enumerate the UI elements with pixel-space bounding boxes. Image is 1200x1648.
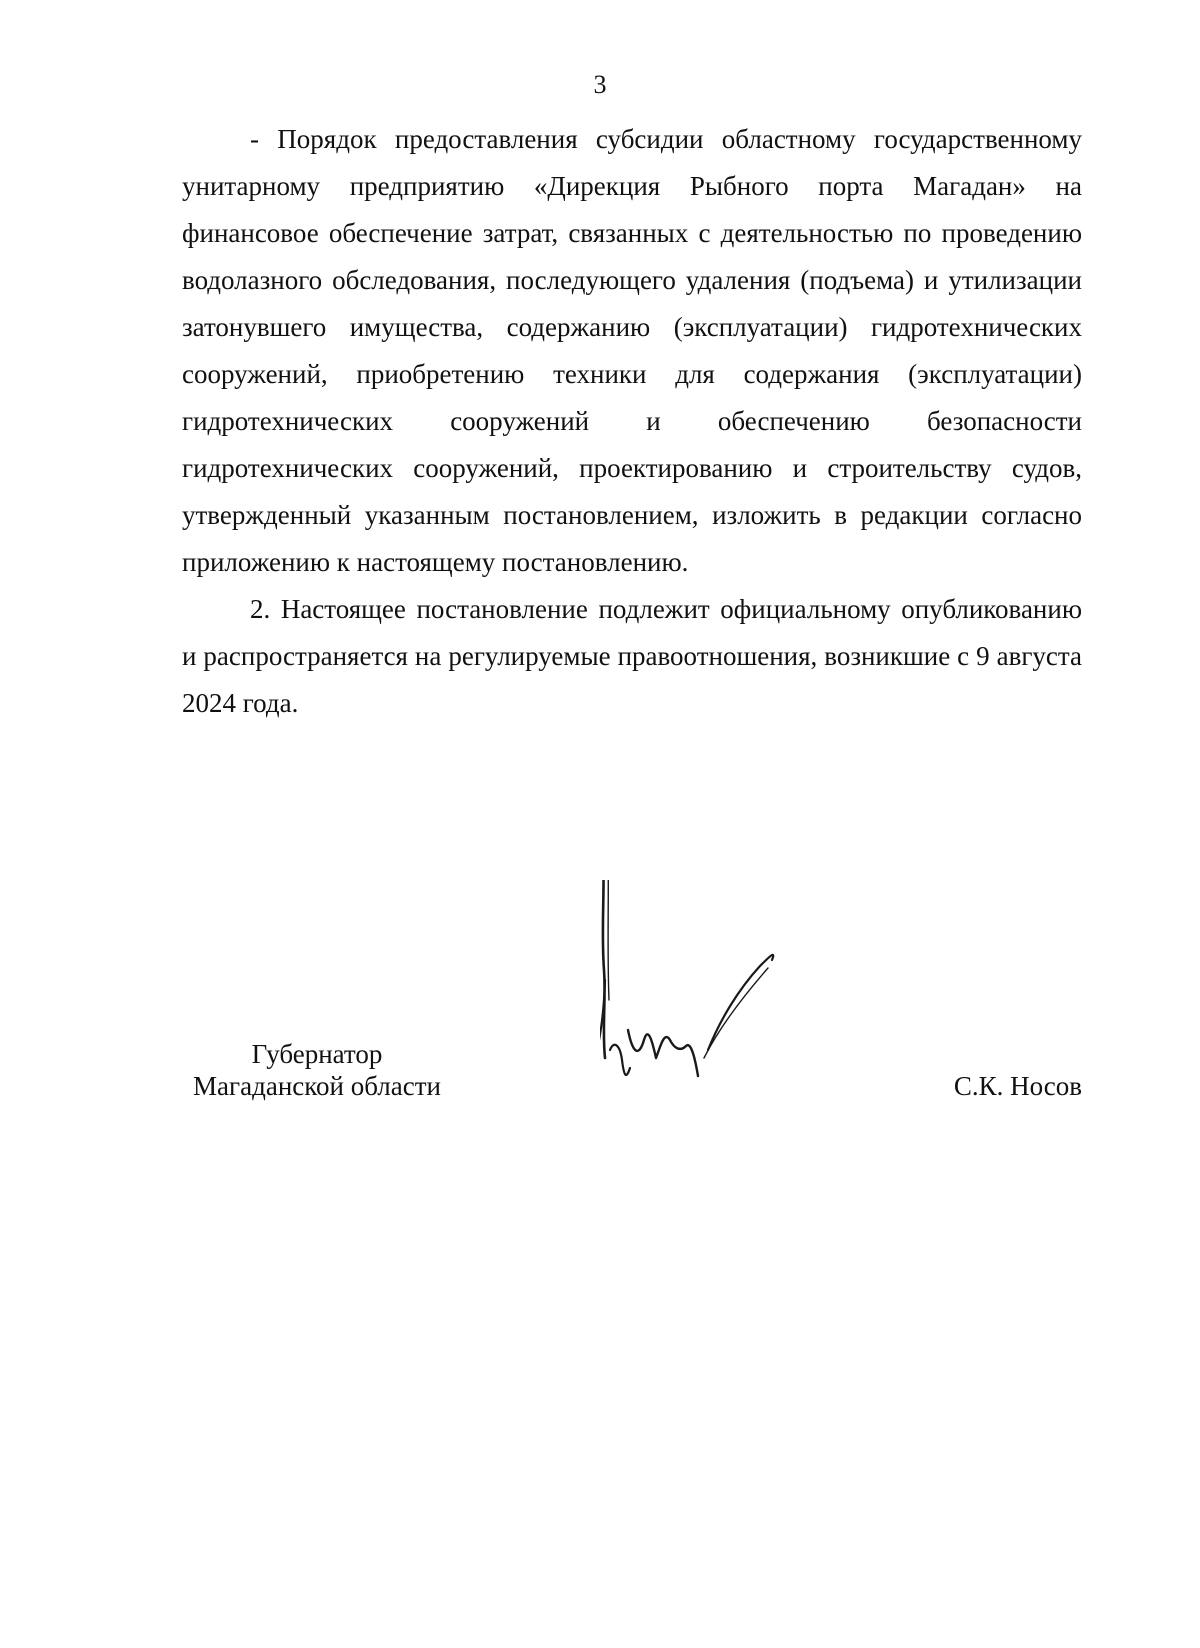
paragraph-procedure: - Порядок предоставления субсидии областному государственному унитарному предприятию «Дирекция Рыбного порта Магадан» на финансовое обеспечение затрат, связанных с деятельностью по проведению водолазного обследования, последующего удаления (подъема) и утилизации затонувшего имущества, содержанию (эксплуатации) гидротехнических сооружений, приобретению техники для содержания (эксплуатации) гидротехнических сооружений и обеспечению безопасности гидротехнических сооружений, проектированию и строительству судов, утвержденный указанным постановлением, изложить в редакции согласно приложению к настоящему постановлению. <box>182 124 1082 577</box>
document-body <box>182 116 1082 727</box>
signer-name: С.К. Носов <box>953 1071 1082 1101</box>
position-line-region: Магаданской области <box>193 1071 441 1101</box>
handwritten-signature-icon <box>600 880 830 1140</box>
signer-position <box>182 1038 452 1102</box>
page-number: 3 <box>593 70 607 99</box>
position-line-governor: Губернатор <box>251 1039 383 1069</box>
paragraph-publication: 2. Настоящее постановление подлежит официальному опубликованию и распространяется на регулируемые правоотношения, возникшие с 9 августа 2024 года. <box>182 594 1082 718</box>
